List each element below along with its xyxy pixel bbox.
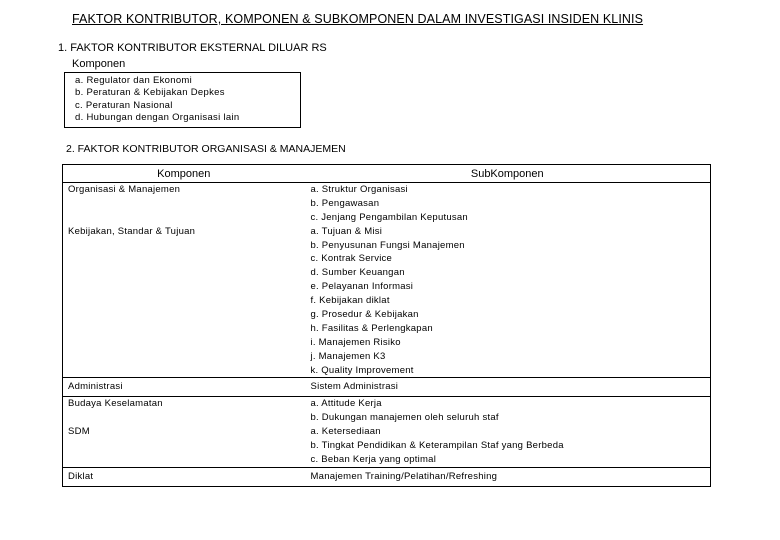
table-row — [63, 467, 711, 486]
subkomponen-item: Sistem Administrasi — [310, 381, 399, 393]
subkomponen-item: c. Beban Kerja yang optimal — [310, 454, 437, 466]
komponen-item: a. Regulator dan Ekonomi — [75, 75, 193, 86]
subkomponen-item: i. Manajemen Risiko — [310, 336, 401, 348]
subkomponen-item: f. Kebijakan diklat — [310, 295, 390, 307]
subkomponen-item: c. Jenjang Pengambilan Keputusan — [310, 211, 468, 223]
komponen-item: d. Hubungan dengan Organisasi lain — [75, 111, 240, 123]
subkomponen-item: g. Prosedur & Kebijakan — [310, 309, 419, 321]
subkomponen-item: b. Dukungan manajemen oleh seluruh staf — [310, 412, 499, 424]
subkomponen-cell — [305, 225, 711, 378]
komponen-cell — [63, 225, 305, 378]
subkomponen-item: Manajemen Training/Pelatihan/Refreshing — [310, 470, 498, 482]
subkomponen-item: a. Tujuan & Misi — [310, 225, 383, 237]
subkomponen-item: a. Attitude Kerja — [310, 398, 382, 410]
subkomponen-cell — [305, 467, 711, 486]
table-row — [63, 225, 711, 378]
komponen-label: SDM — [68, 426, 90, 438]
section1-subheading: Komponen — [72, 58, 126, 70]
subkomponen-item: a. Struktur Organisasi — [310, 184, 408, 195]
subkomponen-item: h. Fasilitas & Perlengkapan — [310, 322, 433, 334]
subkomponen-item: j. Manajemen K3 — [310, 350, 386, 362]
subkomponen-item: c. Kontrak Service — [310, 253, 393, 265]
komponen-cell — [63, 397, 305, 425]
komponen-label: Diklat — [68, 470, 94, 482]
komponen-cell — [63, 425, 305, 467]
subkomponen-item: b. Pengawasan — [310, 197, 380, 209]
section1-komponen-box — [64, 72, 301, 128]
subkomponen-cell — [305, 397, 711, 425]
subkomponen-cell — [305, 378, 711, 397]
subkomponen-cell — [305, 425, 711, 467]
komponen-subkomponen-table — [62, 164, 711, 487]
subkomponen-item: b. Penyusunan Fungsi Manajemen — [310, 239, 465, 251]
subkomponen-item: d. Sumber Keuangan — [310, 267, 405, 279]
table-header-row — [63, 165, 711, 183]
subkomponen-item: a. Ketersediaan — [310, 426, 381, 438]
subkomponen-cell — [305, 183, 711, 225]
table-row — [63, 397, 711, 425]
section2-heading: 2. FAKTOR KONTRIBUTOR ORGANISASI & MANAJEMEN — [66, 143, 346, 155]
komponen-label: Organisasi & Manajemen — [68, 184, 181, 195]
document-title: FAKTOR KONTRIBUTOR, KOMPONEN & SUBKOMPONEN DALAM INVESTIGASI INSIDEN KLINIS — [72, 12, 644, 26]
komponen-item: b. Peraturan & Kebijakan Depkes — [75, 87, 225, 99]
table-row — [63, 183, 711, 225]
komponen-cell — [63, 183, 305, 225]
column-header-subkomponen: SubKomponen — [305, 165, 711, 183]
section1-heading: 1. FAKTOR KONTRIBUTOR EKSTERNAL DILUAR RS — [58, 42, 327, 54]
komponen-cell — [63, 467, 305, 486]
komponen-label: Administrasi — [68, 381, 123, 393]
subkomponen-item: e. Pelayanan Informasi — [310, 281, 414, 293]
subkomponen-item: k. Quality Improvement — [310, 364, 414, 376]
komponen-label: Kebijakan, Standar & Tujuan — [68, 225, 196, 237]
komponen-cell — [63, 378, 305, 397]
komponen-item: c. Peraturan Nasional — [75, 99, 173, 111]
column-header-komponen: Komponen — [63, 165, 305, 183]
table-row — [63, 378, 711, 397]
komponen-label: Budaya Keselamatan — [68, 398, 163, 410]
table-row — [63, 425, 711, 467]
subkomponen-item: b. Tingkat Pendidikan & Keterampilan Staf yang Berbeda — [310, 440, 564, 452]
